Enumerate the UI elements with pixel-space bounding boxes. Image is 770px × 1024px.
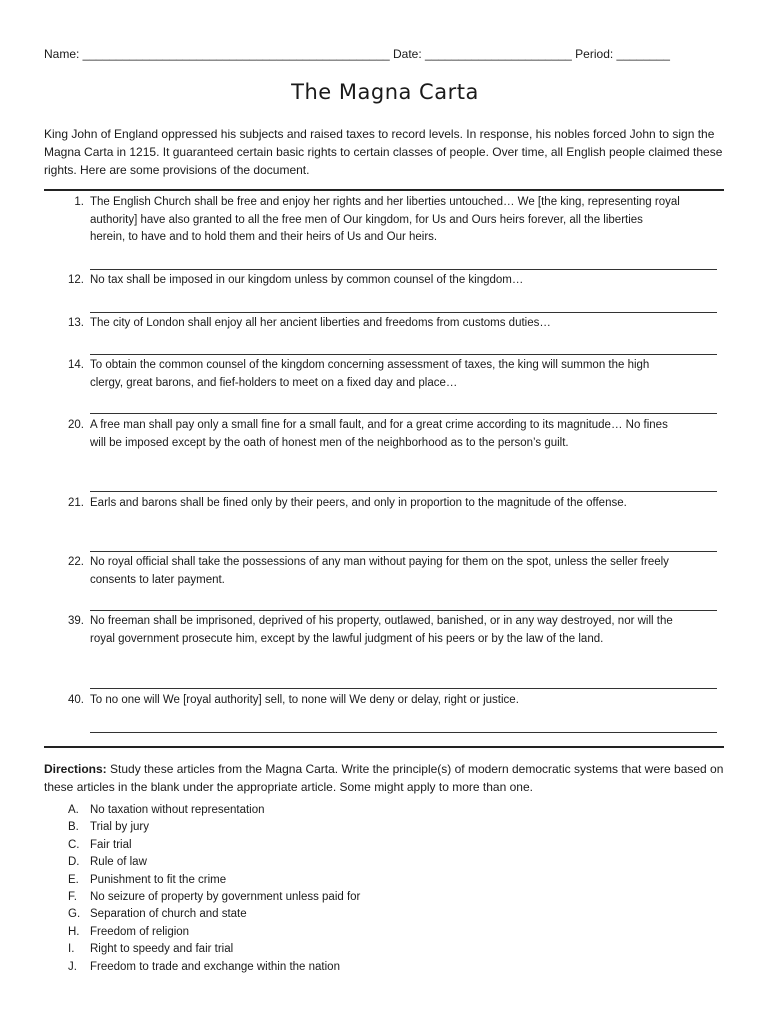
article-21 [44,495,724,513]
principle-text: Separation of church and state [90,908,247,921]
article-number: 39. [68,615,84,627]
article-number: 20. [68,419,84,431]
principle-text: Punishment to fit the crime [90,873,227,886]
article-text: The English Church shall be free and enjoy her rights and her liberties untouched… We [the king, representing royal authority] have also granted to all the free men of Our kingdom, for Us and Ours heirs forever, all the liberties herein, to have and to hold them and their heirs of Us and Our heirs. [90,196,680,243]
article-text: To no one will We [royal authority] sell, to none will We deny or delay, right or justice. [90,694,519,706]
article-number: 13. [68,317,84,329]
answer-blank-12[interactable] [90,312,717,313]
answer-blank-1[interactable] [90,269,717,270]
answer-blank-20[interactable] [90,491,717,492]
article-40 [44,692,724,710]
principle-letter: F. [68,891,77,904]
article-text: No royal official shall take the possessions of any man without paying for them on the spot, unless the seller freely consents to later payment. [90,556,669,586]
article-14 [44,357,724,392]
article-text: No tax shall be imposed in our kingdom unless by common counsel of the kingdom… [90,274,524,286]
answer-blank-40[interactable] [90,732,717,733]
principle-letter: E. [68,873,79,886]
principle-letter: I. [68,943,75,956]
principle-letter: J. [68,960,77,973]
article-text: The city of London shall enjoy all her ancient liberties and freedoms from customs duties… [90,317,551,329]
article-text: To obtain the common counsel of the kingdom concerning assessment of taxes, the king will summon the high clergy, great barons, and fief-holders to meet on a fixed day and place… [90,359,650,389]
principle-text: Right to speedy and fair trial [90,943,234,956]
list-item [44,959,644,976]
principle-text: Trial by jury [90,821,149,834]
principle-letter: B. [68,821,79,834]
principles-list [44,802,644,976]
list-item [44,854,644,871]
intro-paragraph: King John of England oppressed his subjects and raised taxes to record levels. In response, his nobles forced John to sign the Magna Carta in 1215. It guaranteed certain basic rights to certain classes of people. Over time, all English people claimed these rights. Here are some provisions of the document. [44,127,723,177]
article-text: A free man shall pay only a small fine for a small fault, and for a great crime according to its magnitude… No fines will be imposed except by the oath of honest men of the neighborhood as to the person’s guilt. [90,419,668,449]
article-number: 1. [74,196,84,208]
bottom-divider [44,746,724,748]
principle-text: No taxation without representation [90,804,265,816]
article-number: 12. [68,274,84,286]
article-1 [44,194,724,247]
article-20 [44,417,724,452]
article-number: 22. [68,556,84,568]
principle-letter: G. [68,908,81,921]
article-text: No freeman shall be imprisoned, deprived of his property, outlawed, banished, or in any way destroyed, nor will the royal government prosecute him, except by the lawful judgment of his peers or by the law of the land. [90,615,673,645]
list-item [44,837,644,854]
article-12 [44,272,724,290]
answer-blank-39[interactable] [90,688,717,689]
top-divider [44,189,724,191]
principle-text: Freedom of religion [90,925,190,938]
directions-label: Directions: [44,762,107,776]
list-item [44,802,644,819]
article-13 [44,315,724,333]
answer-blank-13[interactable] [90,354,717,355]
list-item [44,889,644,906]
list-item [44,819,644,836]
principle-text: No seizure of property by government unless paid for [90,891,361,904]
directions-paragraph [44,760,724,796]
principle-text: Fair trial [90,838,132,851]
list-item [44,941,644,958]
principle-text: Rule of law [90,856,147,869]
article-text: Earls and barons shall be fined only by their peers, and only in proportion to the magnitude of the offense. [90,497,627,509]
principle-letter: A. [68,804,79,816]
principle-text: Freedom to trade and exchange within the nation [90,960,340,973]
article-number: 40. [68,694,84,706]
list-item [44,924,644,941]
name-date-period-line: Name: ______________________________________________ Date: ______________________ Period: ________ [44,47,670,61]
answer-blank-21[interactable] [90,551,717,552]
article-39 [44,613,724,648]
principle-letter: D. [68,856,80,869]
principle-letter: C. [68,838,80,851]
answer-blank-22[interactable] [90,610,717,611]
answer-blank-14[interactable] [90,413,717,414]
directions-text: Study these articles from the Magna Carta. Write the principle(s) of modern democratic systems that were based on these articles in the blank under the appropriate article. Some might apply to more than one. [44,762,724,794]
list-item [44,872,644,889]
page-title: The Magna Carta [291,80,479,104]
article-number: 21. [68,497,84,509]
article-number: 14. [68,359,84,371]
principle-letter: H. [68,925,80,938]
list-item [44,906,644,923]
article-22 [44,554,724,589]
